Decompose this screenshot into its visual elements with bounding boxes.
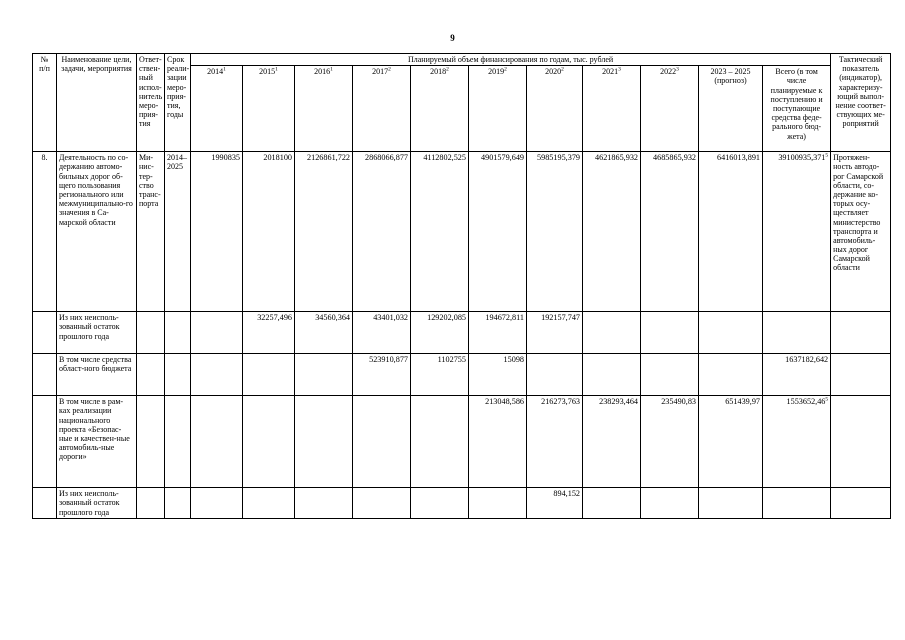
row-value bbox=[699, 354, 763, 396]
header-year: 2021$^3$ bbox=[583, 66, 641, 152]
row-value bbox=[699, 488, 763, 519]
row-value bbox=[243, 488, 295, 519]
header-year: 2018$^2$ bbox=[411, 66, 469, 152]
row-value: 1102755 bbox=[411, 354, 469, 396]
row-responsible bbox=[137, 312, 165, 354]
row-value bbox=[641, 312, 699, 354]
row-responsible bbox=[137, 488, 165, 519]
row-value bbox=[641, 488, 699, 519]
row-value: 192157,747 bbox=[527, 312, 583, 354]
row-value: 213048,586 bbox=[469, 396, 527, 488]
header-year: 2016$^1$ bbox=[295, 66, 353, 152]
header-name: Наименование цели, задачи, мероприятия bbox=[57, 54, 137, 152]
row-value: 4621865,932 bbox=[583, 152, 641, 312]
header-year: 2022$^3$ bbox=[641, 66, 699, 152]
row-value bbox=[353, 488, 411, 519]
row-value: 194672,811 bbox=[469, 312, 527, 354]
row-value: 894,152 bbox=[527, 488, 583, 519]
row-term bbox=[165, 488, 191, 519]
table-header bbox=[33, 54, 891, 152]
row-number bbox=[33, 354, 57, 396]
row-name: В том числе средства област-ного бюджета bbox=[57, 354, 137, 396]
table-row bbox=[33, 312, 891, 354]
row-value bbox=[527, 354, 583, 396]
row-total bbox=[763, 152, 831, 312]
header-planned-financing: Планируемый объем финансирования по годам, тыс. рублей bbox=[191, 54, 831, 66]
row-value bbox=[469, 488, 527, 519]
row-term bbox=[165, 354, 191, 396]
row-value: 34560,364 bbox=[295, 312, 353, 354]
table-row bbox=[33, 152, 891, 312]
table-row bbox=[33, 396, 891, 488]
row-total-value: 39100935,371 bbox=[778, 153, 826, 163]
row-name: Из них неисполь-зованный остаток прошлого года bbox=[57, 312, 137, 354]
row-value bbox=[243, 354, 295, 396]
row-value: 4685865,932 bbox=[641, 152, 699, 312]
row-value: 6416013,891 bbox=[699, 152, 763, 312]
row-value bbox=[191, 396, 243, 488]
row-value: 235490,83 bbox=[641, 396, 699, 488]
row-value: 1990835 bbox=[191, 152, 243, 312]
row-value bbox=[583, 488, 641, 519]
header-year: 2017$^2$ bbox=[353, 66, 411, 152]
header-year-forecast: 2023 – 2025 (прогноз) bbox=[699, 66, 763, 152]
row-name: Деятельность по со-держанию автомо-бильных дорог об-щего пользования регионального или межмуниципально-го значения в Са-марской области bbox=[57, 152, 137, 312]
financing-table bbox=[32, 53, 891, 519]
row-value bbox=[353, 396, 411, 488]
row-value bbox=[243, 396, 295, 488]
header-responsible: Ответ-ствен-ный испол-нитель меро-прия-тия bbox=[137, 54, 165, 152]
row-value: 523910,877 bbox=[353, 354, 411, 396]
row-value bbox=[411, 488, 469, 519]
row-total-footnote: 5 bbox=[825, 152, 829, 159]
row-number bbox=[33, 312, 57, 354]
row-name: Из них неисполь-зованный остаток прошлого года bbox=[57, 488, 137, 519]
row-total bbox=[763, 396, 831, 488]
row-responsible: Ми-нис-тер-ство транс-порта bbox=[137, 152, 165, 312]
row-number bbox=[33, 488, 57, 519]
row-term: 2014–2025 bbox=[165, 152, 191, 312]
row-value bbox=[191, 488, 243, 519]
row-value: 4112802,525 bbox=[411, 152, 469, 312]
row-value bbox=[295, 488, 353, 519]
row-value bbox=[411, 396, 469, 488]
row-value bbox=[583, 354, 641, 396]
row-value bbox=[191, 354, 243, 396]
row-value bbox=[295, 396, 353, 488]
row-value bbox=[295, 354, 353, 396]
row-total bbox=[763, 312, 831, 354]
header-year: 2020$^2$ bbox=[527, 66, 583, 152]
row-term bbox=[165, 312, 191, 354]
row-value bbox=[699, 312, 763, 354]
header-year: 2014$^1$ bbox=[191, 66, 243, 152]
row-indicator: Протяжен-ность автодо-рог Самарской области, со-держание ко-торых осу-ществляет министерство транспорта и автомобиль-ных дорог Самарской области bbox=[831, 152, 891, 312]
table-body bbox=[33, 152, 891, 519]
header-total: Всего (в том числе планируемые к поступлению и поступающие средства феде-рального бюд-жета) bbox=[763, 66, 831, 152]
table-row bbox=[33, 354, 891, 396]
row-indicator bbox=[831, 396, 891, 488]
row-value: 15098 bbox=[469, 354, 527, 396]
row-value bbox=[583, 312, 641, 354]
row-value: 4901579,649 bbox=[469, 152, 527, 312]
row-value: 2126861,722 bbox=[295, 152, 353, 312]
row-responsible bbox=[137, 396, 165, 488]
row-value: 43401,032 bbox=[353, 312, 411, 354]
header-year: 2015$^1$ bbox=[243, 66, 295, 152]
row-value bbox=[191, 312, 243, 354]
row-value: 2868066,877 bbox=[353, 152, 411, 312]
row-value: 216273,763 bbox=[527, 396, 583, 488]
header-year: 2019$^2$ bbox=[469, 66, 527, 152]
row-value: 129202,085 bbox=[411, 312, 469, 354]
header-term: Срок реали-зации меро-прия-тия, годы bbox=[165, 54, 191, 152]
row-indicator bbox=[831, 312, 891, 354]
header-indicator: Тактический показатель (индикатор), характеризу-ющий выпол-нение соответ-ствующих ме-роприятий bbox=[831, 54, 891, 152]
table-row bbox=[33, 488, 891, 519]
row-value: 651439,97 bbox=[699, 396, 763, 488]
row-total-value: 1553652,46 bbox=[786, 397, 826, 407]
page-number: 9 bbox=[450, 33, 455, 43]
row-number bbox=[33, 396, 57, 488]
row-value: 238293,464 bbox=[583, 396, 641, 488]
row-indicator bbox=[831, 354, 891, 396]
row-total bbox=[763, 488, 831, 519]
row-value: 5985195,379 bbox=[527, 152, 583, 312]
row-total-value: 1637182,642 bbox=[785, 355, 829, 365]
row-value bbox=[641, 354, 699, 396]
row-total-footnote: 5 bbox=[825, 396, 829, 403]
row-indicator bbox=[831, 488, 891, 519]
row-term bbox=[165, 396, 191, 488]
row-total bbox=[763, 354, 831, 396]
row-number: 8. bbox=[33, 152, 57, 312]
row-value: 32257,496 bbox=[243, 312, 295, 354]
row-value: 2018100 bbox=[243, 152, 295, 312]
header-number: № п/п bbox=[33, 54, 57, 152]
row-name: В том числе в рам-ках реализации национального проекта «Безопас-ные и качествен-ные автомобиль-ные дороги» bbox=[57, 396, 137, 488]
row-responsible bbox=[137, 354, 165, 396]
